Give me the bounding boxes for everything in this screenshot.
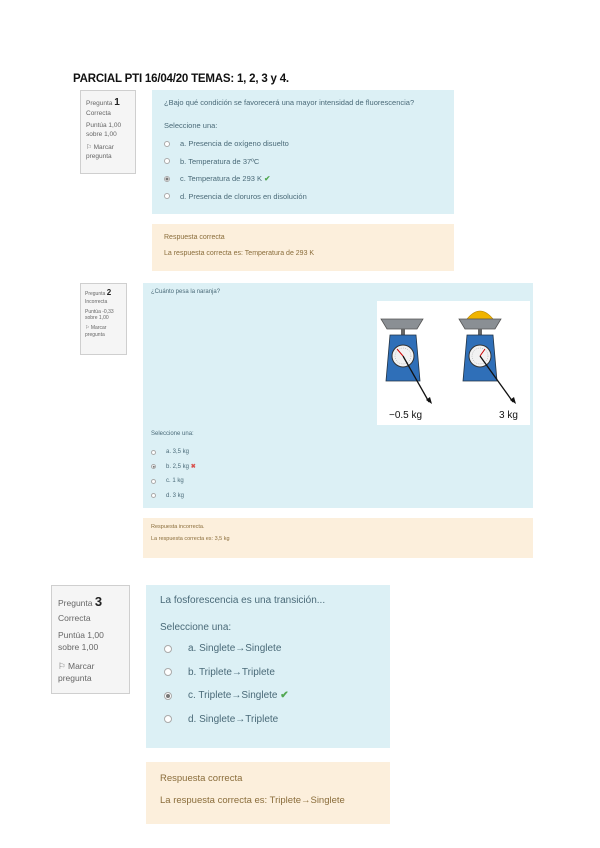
option-c[interactable] [160, 684, 376, 708]
question-2-feedback [143, 518, 533, 558]
option-c[interactable] [151, 474, 196, 489]
question-3-box [146, 585, 390, 748]
radio-button[interactable] [164, 193, 170, 199]
question-text: ¿Bajo qué condición se favorecerá una mayor intensidad de fluorescencia? [164, 98, 415, 107]
options-list [151, 445, 196, 503]
option-label: a. Presencia de oxígeno disuelto [180, 139, 289, 149]
question-3-info [51, 585, 130, 694]
question-2-info [80, 283, 127, 355]
question-1-feedback [152, 224, 454, 271]
option-label: a. 3,5 kg [166, 449, 190, 456]
question-number-value: 2 [106, 288, 112, 297]
option-a[interactable] [164, 135, 442, 153]
radio-button[interactable] [164, 715, 172, 723]
question-status: Correcta [58, 612, 91, 623]
radio-button-selected[interactable] [151, 464, 156, 469]
option-b[interactable] [151, 460, 196, 475]
question-number-value: 3 [94, 594, 103, 609]
question-label: Pregunta [85, 291, 106, 297]
option-label: b. Temperatura de 37ºC [180, 156, 260, 166]
question-score: Puntúa -0,33 [85, 308, 114, 315]
question-label: Pregunta [58, 598, 93, 608]
question-status: Incorrecta [85, 298, 108, 305]
feedback-text: La respuesta correcta es: 3,5 kg [151, 536, 230, 542]
flag-icon: ⚐ [58, 660, 68, 671]
select-prompt: Seleccione una: [160, 622, 232, 633]
flag-icon: ⚐ [85, 325, 91, 332]
flag-question-link[interactable] [86, 144, 130, 162]
question-status: Correcta [86, 109, 111, 117]
option-label: c. Triplete→Singlete [188, 690, 278, 702]
scales-image [377, 301, 530, 425]
flag-label: Marcar pregunta [58, 660, 95, 684]
radio-button[interactable] [164, 645, 172, 653]
option-label: a. Singlete→Singlete [188, 643, 282, 655]
option-label: b. 2,5 kg [166, 463, 190, 470]
question-number-value: 1 [114, 97, 120, 108]
question-score: Puntúa 1,00 [58, 630, 104, 641]
option-d[interactable] [160, 708, 376, 732]
right-scale-label: 3 kg [499, 410, 518, 421]
question-1-box [152, 90, 454, 214]
question-label: Pregunta [86, 100, 113, 107]
question-number [85, 288, 122, 299]
question-score-max: sobre 1,00 [86, 131, 117, 139]
radio-button-selected[interactable] [164, 692, 172, 700]
question-score-max: sobre 1,00 [85, 315, 109, 322]
option-label: d. Singlete→Triplete [188, 713, 279, 725]
feedback-text: La respuesta correcta es: Temperatura de 293 K [164, 250, 315, 257]
option-label: d. 3 kg [166, 492, 185, 499]
feedback-title: Respuesta incorrecta. [151, 524, 205, 530]
question-2-box [143, 283, 533, 508]
option-d[interactable] [151, 489, 196, 504]
select-prompt: Seleccione una: [164, 121, 218, 130]
option-a[interactable] [160, 637, 376, 661]
option-label: d. Presencia de cloruros en disolución [180, 191, 307, 201]
radio-button[interactable] [164, 158, 170, 164]
option-d[interactable] [164, 188, 442, 206]
flag-question-link[interactable] [85, 325, 122, 339]
check-icon: ✔ [280, 690, 289, 702]
page-title: PARCIAL PTI 16/04/20 TEMAS: 1, 2, 3 y 4. [73, 73, 289, 85]
radio-button[interactable] [151, 450, 156, 455]
flag-label: Marcar pregunta [85, 325, 107, 338]
radio-button[interactable] [164, 668, 172, 676]
feedback-title: Respuesta correcta [160, 773, 243, 784]
left-scale-label: −0.5 kg [389, 410, 423, 421]
option-label: c. 1 kg [166, 478, 184, 485]
radio-button[interactable] [164, 141, 170, 147]
feedback-text: La respuesta correcta es: Triplete→Singlete [160, 795, 345, 806]
check-icon: ✔ [264, 174, 271, 184]
option-a[interactable] [151, 445, 196, 460]
question-text: La fosforescencia es una transición... [160, 595, 326, 606]
question-text: ¿Cuánto pesa la naranja? [151, 289, 221, 295]
feedback-title: Respuesta correcta [164, 234, 225, 241]
flag-label: Marcar pregunta [86, 143, 114, 160]
flag-icon: ⚐ [86, 143, 94, 151]
radio-button[interactable] [151, 493, 156, 498]
question-number [58, 593, 123, 612]
right-scale-icon [459, 311, 516, 404]
option-b[interactable] [164, 153, 442, 171]
left-scale-icon [381, 319, 432, 404]
option-b[interactable] [160, 661, 376, 685]
option-label: c. Temperatura de 293 K [180, 174, 262, 184]
radio-button[interactable] [151, 479, 156, 484]
radio-button-selected[interactable] [164, 176, 170, 182]
question-number [86, 96, 130, 110]
question-1-info [80, 90, 136, 174]
flag-question-link[interactable] [58, 660, 123, 685]
select-prompt: Seleccione una: [151, 431, 194, 437]
option-c[interactable] [164, 170, 442, 188]
option-label: b. Triplete→Triplete [188, 666, 275, 678]
question-3-feedback [146, 762, 390, 824]
question-score: Puntúa 1,00 [86, 122, 122, 130]
cross-icon: ✖ [190, 464, 196, 471]
question-score-max: sobre 1,00 [58, 642, 99, 653]
